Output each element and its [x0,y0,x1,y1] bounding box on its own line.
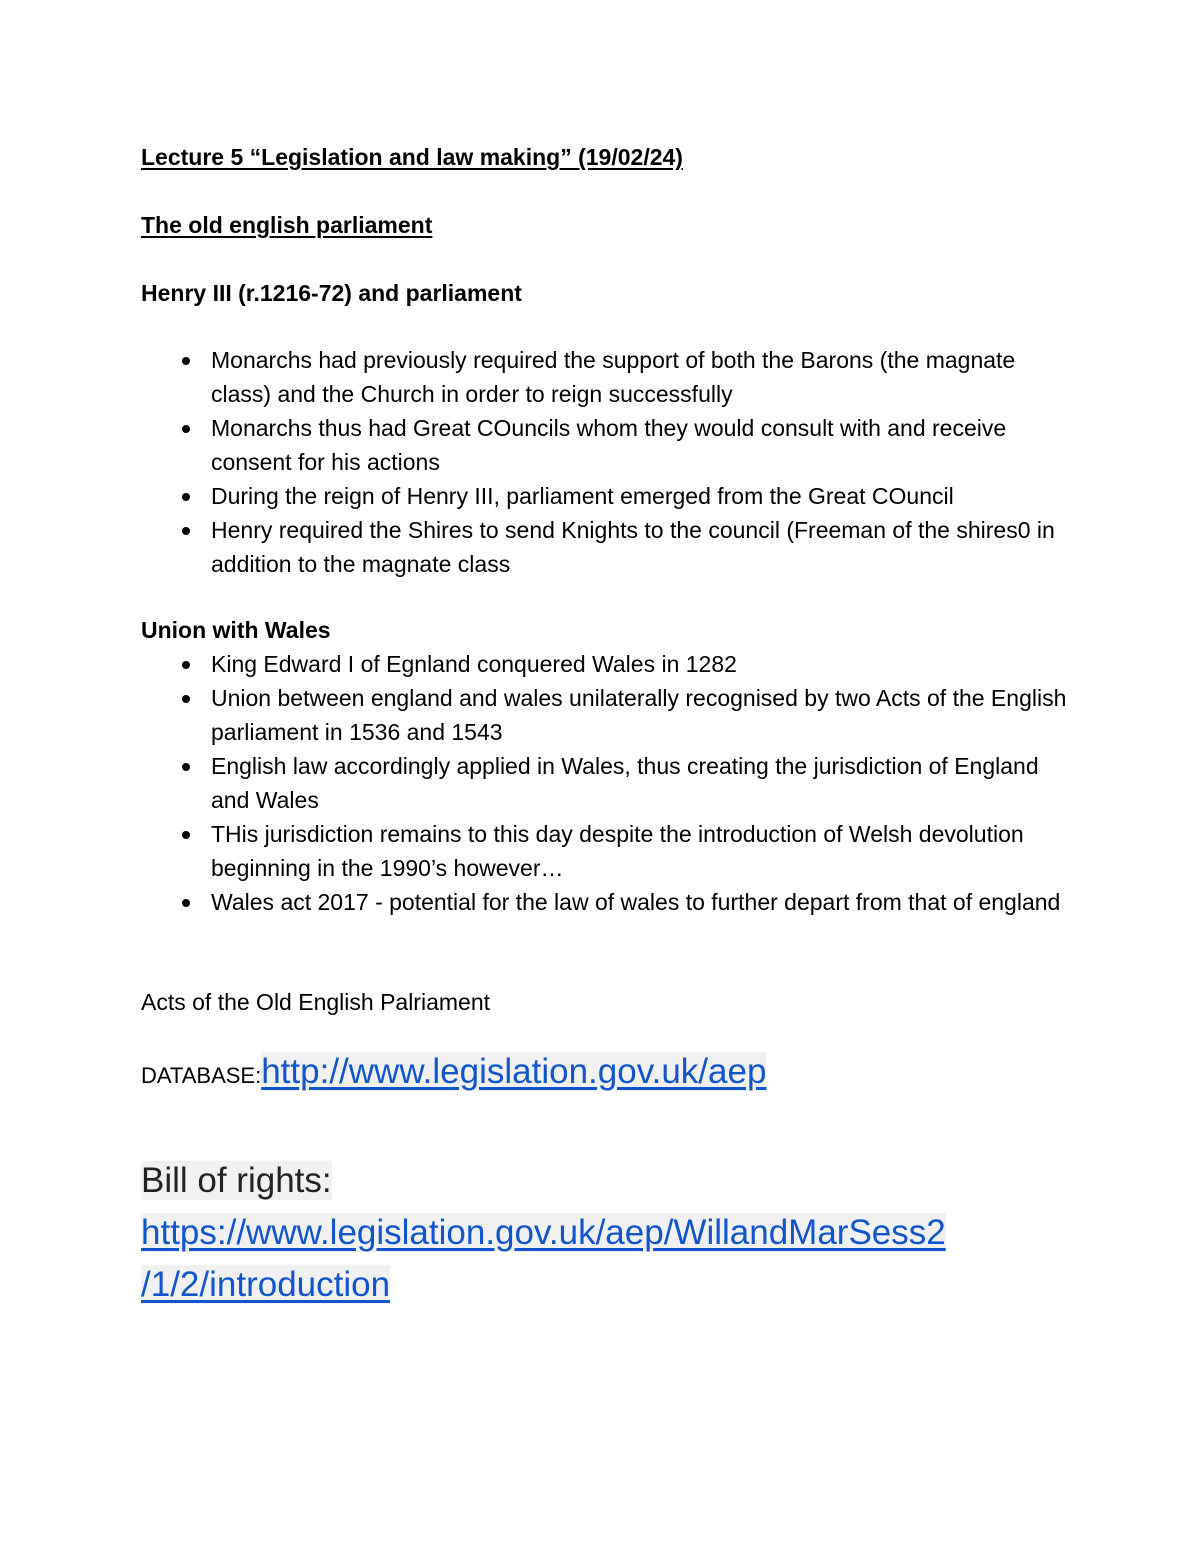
list-item-text: Wales act 2017 - potential for the law of wales to further depart from that of england [211,889,1061,915]
list-item-text: Union between england and wales unilaterally recognised by two Acts of the English parliament in 1536 and 1543 [211,685,1067,745]
list-item [141,343,1071,411]
list-item-text: During the reign of Henry III, parliament emerged from the Great COuncil [211,483,954,509]
bullet-icon [182,425,190,433]
bill-of-rights-block [141,1155,1071,1311]
bullet-icon [182,695,190,703]
list-item-text: English law accordingly applied in Wales, thus creating the jurisdiction of England and Wales [211,753,1039,813]
wales-bullet-list [141,647,1071,919]
acts-line: Acts of the Old English Palriament [141,989,490,1015]
list-item-text: Monarchs thus had Great COuncils whom they would consult with and receive consent for his actions [211,415,1007,475]
list-item [141,479,1071,513]
henry-heading: Henry III (r.1216-72) and parliament [141,280,522,306]
page-title: Lecture 5 “Legislation and law making” (19/02/24) [141,144,683,170]
list-item [141,749,1071,817]
list-item [141,885,1071,919]
bullet-icon [182,831,190,839]
list-item [141,411,1071,479]
database-link[interactable]: http://www.legislation.gov.uk/aep [261,1052,767,1091]
bill-of-rights-label: Bill of rights: [141,1161,332,1200]
database-label: DATABASE: [141,1063,262,1088]
henry-bullet-list [141,343,1071,581]
list-item [141,513,1071,581]
bullet-icon [182,357,190,365]
database-line [141,1052,766,1092]
list-item-text: THis jurisdiction remains to this day despite the introduction of Welsh devolution beginning in the 1990’s however… [211,821,1024,881]
bill-of-rights-link[interactable]: https://www.legislation.gov.uk/aep/WillandMarSess2 /1/2/introduction [141,1213,946,1304]
list-item-text: Monarchs had previously required the support of both the Barons (the magnate class) and the Church in order to reign successfully [211,347,1016,407]
section-heading: The old english parliament [141,212,433,238]
list-item [141,817,1071,885]
bullet-icon [182,527,190,535]
list-item [141,647,1071,681]
bullet-icon [182,661,190,669]
list-item-text: Henry required the Shires to send Knights to the council (Freeman of the shires0 in addition to the magnate class [211,517,1055,577]
wales-heading: Union with Wales [141,617,331,643]
list-item [141,681,1071,749]
list-item-text: King Edward I of Egnland conquered Wales in 1282 [211,651,737,677]
bullet-icon [182,899,190,907]
bullet-icon [182,493,190,501]
bullet-icon [182,763,190,771]
